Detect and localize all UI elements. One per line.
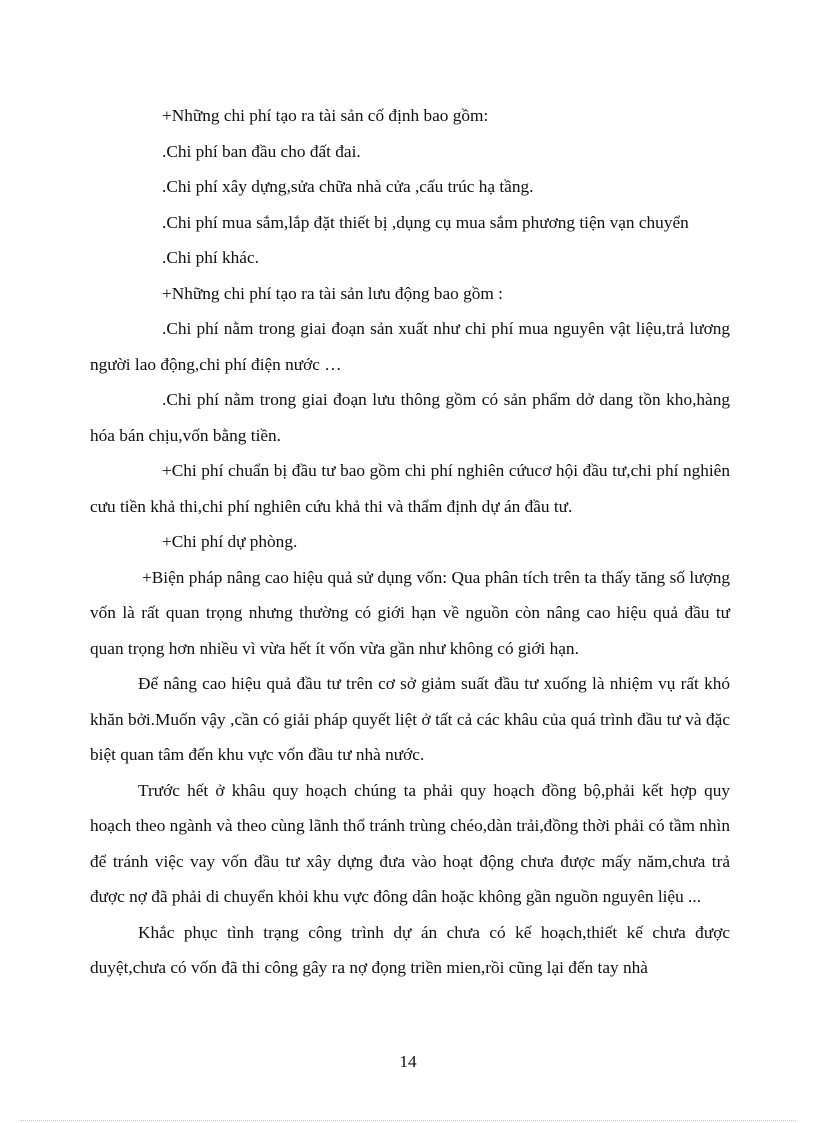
paragraph-construction-cost: .Chi phí xây dựng,sửa chữa nhà cửa ,cấu trúc hạ tầng. bbox=[162, 177, 534, 196]
page-number: 14 bbox=[399, 1052, 417, 1071]
paragraph-production-cost: .Chi phí nằm trong giai đoạn sản xuất như chi phí mua nguyên vật liệu,trả lương người lao động,chi phí điện nước … bbox=[90, 319, 730, 374]
body-text bbox=[90, 98, 730, 986]
paragraph-planning: Trước hết ở khâu quy hoạch chúng ta phải quy hoạch đồng bộ,phải kết hợp quy hoạch theo ngành và theo cùng lãnh thổ tránh trùng chéo,dàn trải,đồng thời phải có tầm nhìn để tránh việc vay vốn đầu tư xây dựng đưa vào hoạt động chưa được mấy năm,chưa trả được nợ đã phải di chuyển khỏi khu vực đông dân hoặc không gần nguồn nguyên liệu ... bbox=[90, 780, 730, 906]
paragraph-other-cost: .Chi phí khác. bbox=[162, 248, 259, 267]
paragraph-current-assets-heading: +Những chi phí tạo ra tài sản lưu động bao gồm : bbox=[162, 283, 503, 303]
paragraph-capital-efficiency: +Biện pháp nâng cao hiệu quả sử dụng vốn: Qua phân tích trên ta thấy tăng số lượng vốn là rất quan trọng nhưng thường có giới hạn về nguồn còn nâng cao hiệu quả đầu tư quan trọng hơn nhiều vì vừa hết ít vốn vừa gần như không có giới hạn. bbox=[90, 567, 730, 658]
paragraph-land-cost: .Chi phí ban đầu cho đất đai. bbox=[162, 141, 361, 161]
page-bottom-divider bbox=[20, 1120, 796, 1121]
paragraph-overcome-situation: Khắc phục tình trạng công trình dự án chưa có kế hoạch,thiết kế chưa được duyệt,chưa có vốn đã thi công gây ra nợ đọng triền mien,rồi cũng lại đến tay nhà bbox=[90, 922, 730, 977]
paragraph-circulation-cost: .Chi phí nằm trong giai đoạn lưu thông gồm có sản phẩm dở dang tồn kho,hàng hóa bán chịu,vốn bằng tiền. bbox=[90, 390, 730, 445]
paragraph-reduce-investment-rate: Để nâng cao hiệu quả đầu tư trên cơ sở giảm suất đầu tư xuống là nhiệm vụ rất khó khăn bởi.Muốn vậy ,cần có giải pháp quyết liệt ở tất cả các khâu của quá trình đầu tư và đặc biệt quan tâm đến khu vực vốn đầu tư nhà nước. bbox=[90, 674, 730, 764]
paragraph-equipment-cost: .Chi phí mua sắm,lắp đặt thiết bị ,dụng cụ mua sắm phương tiện vạn chuyển bbox=[162, 212, 689, 232]
paragraph-contingency-cost: +Chi phí dự phòng. bbox=[162, 532, 298, 551]
paragraph-fixed-assets-heading: +Những chi phí tạo ra tài sản cố định bao gồm: bbox=[162, 106, 489, 125]
paragraph-preparation-cost: +Chi phí chuẩn bị đầu tư bao gồm chi phí nghiên cứucơ hội đầu tư,chi phí nghiên cưu tiền khả thi,chi phí nghiên cứu khả thi và thẩm định dự án đầu tư. bbox=[90, 461, 730, 516]
